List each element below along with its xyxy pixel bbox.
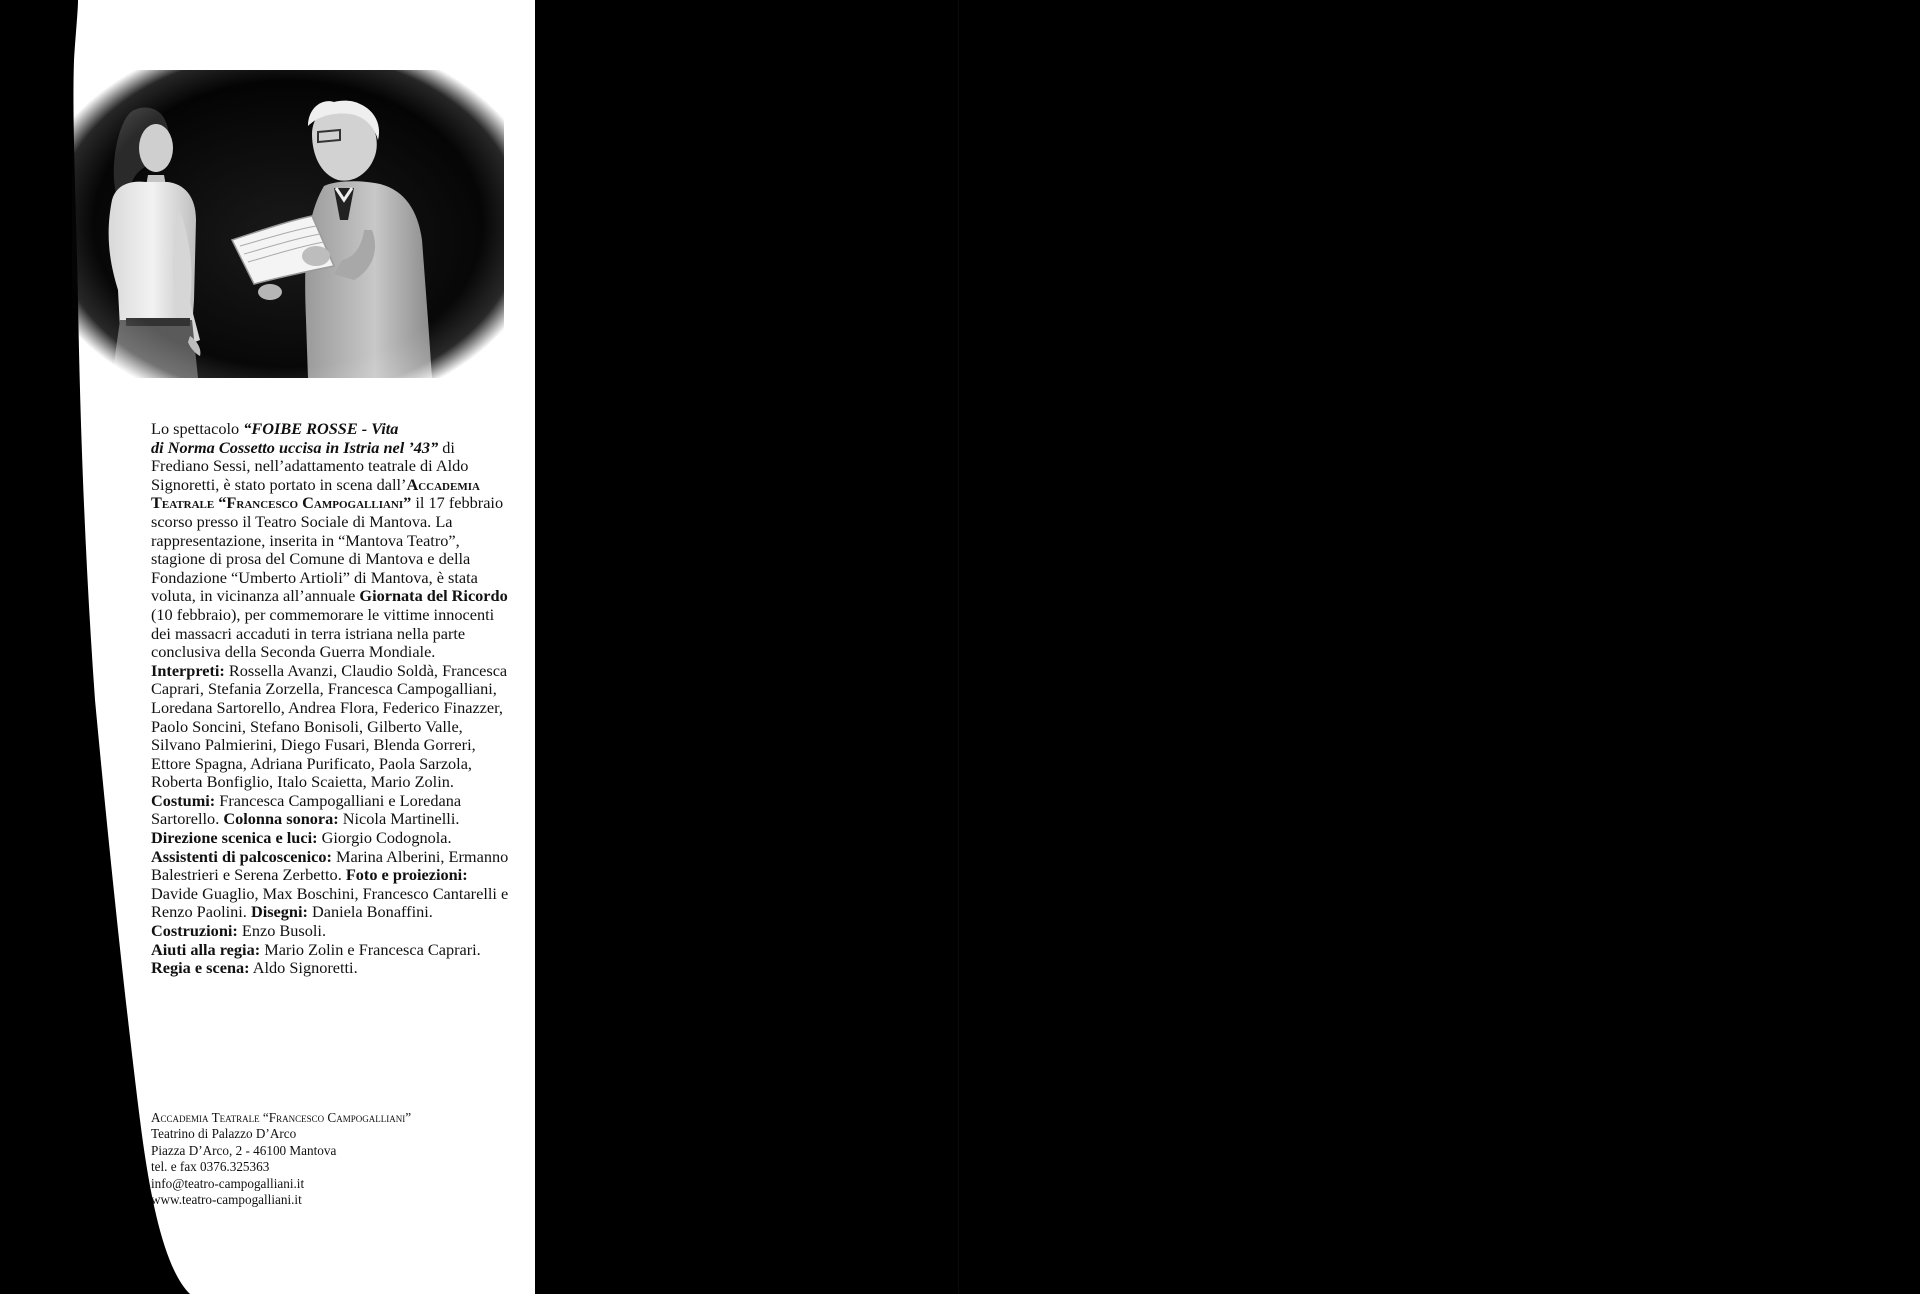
footer-venue: Teatrino di Palazzo D’Arco [151,1126,297,1142]
credit-label: Regia e scena: [151,958,250,978]
contact-footer [151,1110,511,1208]
credit-label: Direzione scenica e luci: [151,828,318,848]
credit-line [151,829,511,848]
academy-name: Accademia Teatrale “Francesco Campogalliani” [151,474,480,513]
leaflet-page [0,0,535,1294]
credit-text: Daniela Bonaffini. [307,902,433,922]
footer-website[interactable]: www.teatro-campogalliani.it [151,1192,302,1208]
stage-photo-image [72,70,504,378]
article-text-a: di Frediano Sessi, nell’adattamento teatrale di Aldo Signoretti, è stato portato in scena dall’ [151,437,469,494]
credit-text: Francesca Campogalliani e Loredana Sartorello. [151,790,462,829]
article-paragraph [151,420,511,662]
footer-address: Piazza D’Arco, 2 - 46100 Mantova [151,1142,337,1158]
footer-phone: tel. e fax 0376.325363 [151,1159,270,1175]
show-title-line-2: di Norma Cossetto uccisa in Istria nel ’43” [151,437,439,457]
credit-line [151,941,511,960]
credit-text: Mario Zolin e Francesca Caprari. [260,939,481,959]
black-right-area [535,0,1920,1294]
credit-label: Costumi: [151,790,216,810]
footer-academy-name: Accademia Teatrale “Francesco Campogalliani” [151,1110,412,1125]
credit-text: Enzo Busoli. [237,921,327,941]
credit-text: Davide Guaglio, Max Boschini, Francesco Cantarelli e Renzo Paolini. [151,883,509,922]
credit-label: Colonna sonora: [223,809,339,829]
credit-text: Marina Alberini, Ermanno Balestrieri e Serena Zerbetto. [151,846,509,885]
article-text-c: (10 febbraio), per commemorare le vittime innocenti dei massacri accaduti in terra istriana nella parte conclusiva della Seconda Guerra Mondiale. [151,604,495,662]
credit-label: Interpreti: [151,660,225,680]
credit-label: Foto e proiezioni: [345,865,468,885]
footer-email[interactable]: info@teatro-campogalliani.it [151,1175,305,1191]
credit-text: Giorgio Codognola. [317,828,452,848]
giornata-ricordo: Giornata del Ricordo [359,586,508,606]
page-fold-line [958,0,959,1294]
credit-text: Rossella Avanzi, Claudio Soldà, Francesca Caprari, Stefania Zorzella, Francesca Campogalliani, Loredana Sartorello, Andrea Flora, Federico Finazzer, Paolo Soncini, Stefano Bonisoli, Gilberto Valle, Silvano Palmierini, Diego Fusari, Blenda Gorreri, Ettore Spagna, Adriana Purificato, Paola Sarzola, Roberta Bonfiglio, Italo Scaietta, Mario Zolin. [151,660,508,792]
credit-text: Aldo Signoretti. [249,958,358,978]
article-text-b: il 17 febbraio scorso presso il Teatro Sociale di Mantova. La rappresentazione, inserita in “Mantova Teatro”, stagione di prosa del Comune di Mantova e della Fondazione “Umberto Artioli” di Mantova, è stata voluta, in vicinanza all’annuale [151,493,504,606]
credit-label: Aiuti alla regia: [151,939,261,959]
stage-photo [72,70,504,378]
article-text [151,420,511,978]
credit-line [151,848,511,941]
credit-label: Costruzioni: [151,921,238,941]
credit-line [151,959,511,978]
credit-line [151,662,511,792]
credit-label: Assistenti di palcoscenico: [151,846,332,866]
intro-text: Lo spettacolo [151,419,244,438]
show-title-line-1: “FOIBE ROSSE - Vita [243,419,399,438]
credit-text: Nicola Martinelli. [338,809,460,829]
credit-line [151,792,511,829]
credit-label: Disegni: [250,902,308,922]
